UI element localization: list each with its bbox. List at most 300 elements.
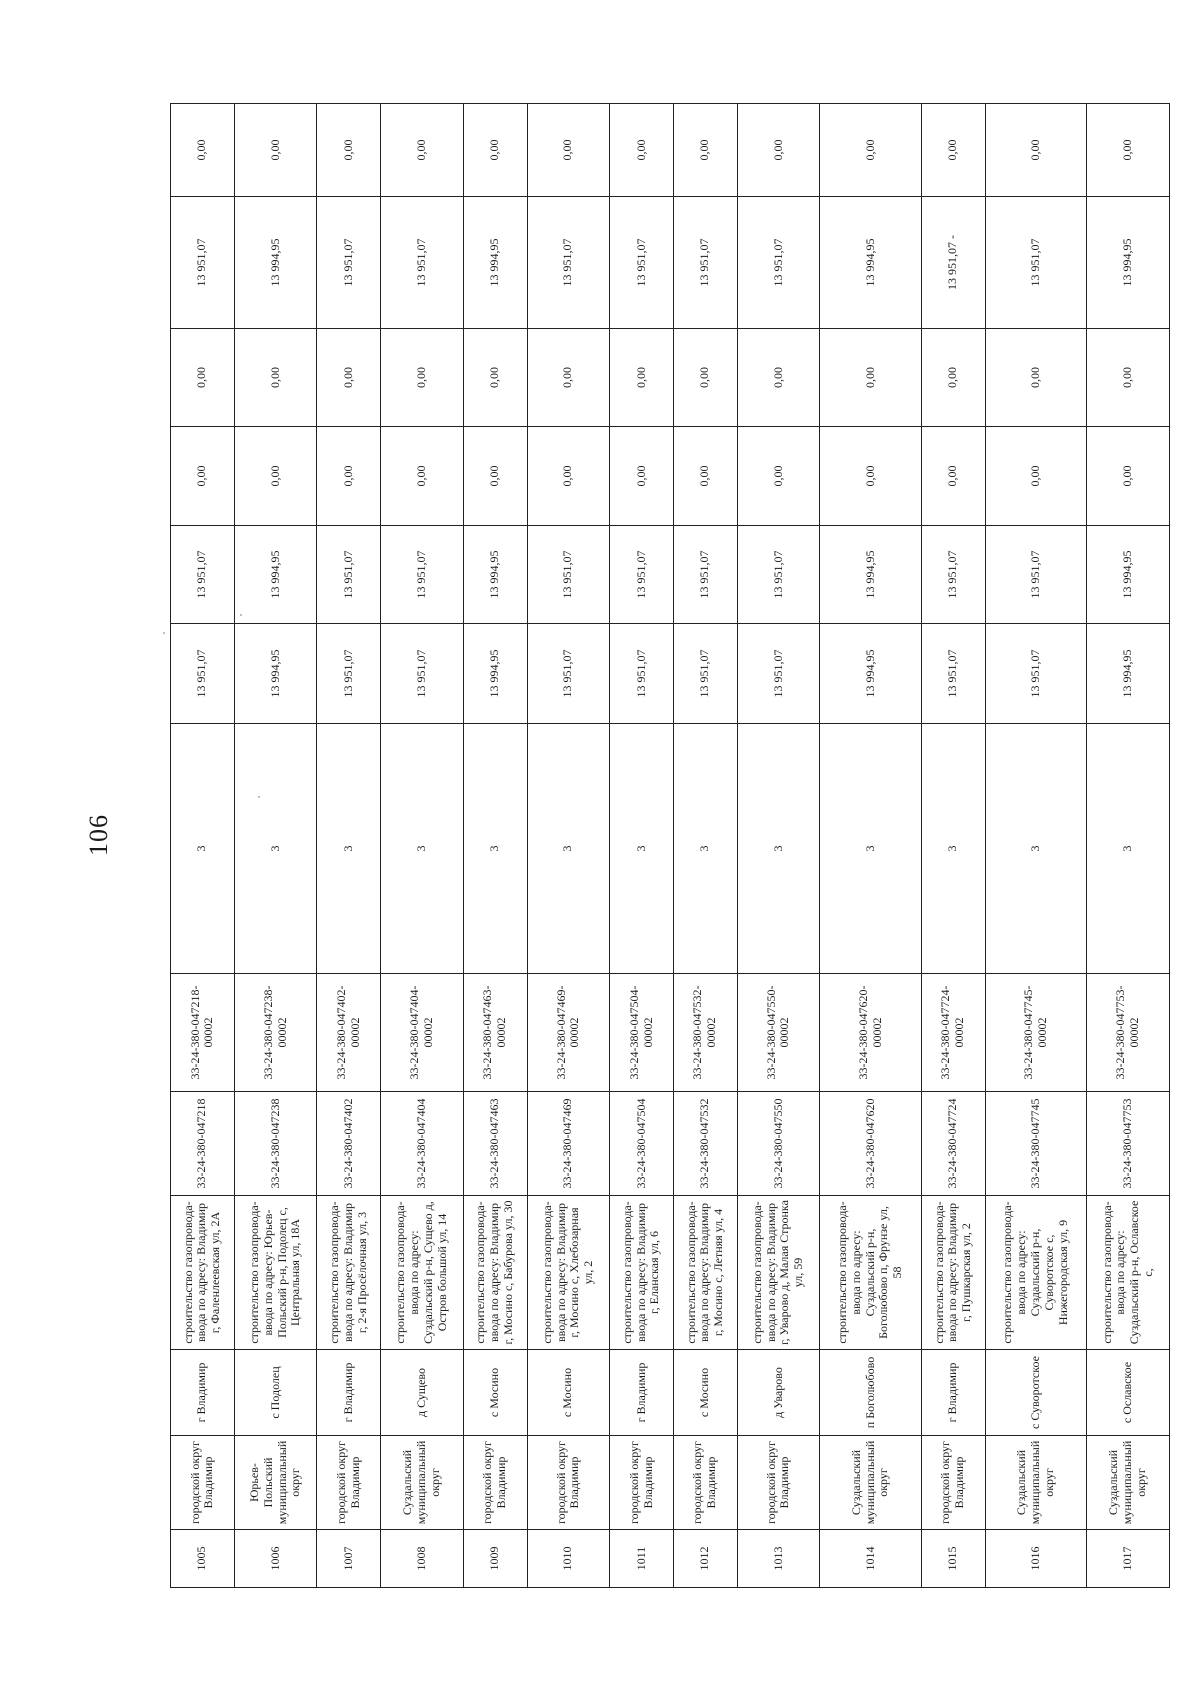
cadastral-number-cell-text: 33-24-380-047463 xyxy=(487,1098,502,1189)
registry-number-cell xyxy=(171,974,235,1092)
amount-cell xyxy=(1087,624,1170,724)
registry-number-cell-text: 33-24-380-047218-00002 xyxy=(187,985,216,1080)
amount-cell-text: 13 994,95 xyxy=(267,238,282,287)
amount-cell xyxy=(985,197,1087,329)
table-body xyxy=(171,104,1170,1588)
amount-cell-text: 13 994,95 xyxy=(1120,238,1135,287)
category-cell xyxy=(234,724,317,974)
category-cell xyxy=(317,724,381,974)
description-cell-text: строительство газопровода-ввода по адресу: Суздальский р-н, Ославское с, xyxy=(1099,1200,1155,1345)
table-row xyxy=(921,104,985,1588)
cadastral-number-cell xyxy=(171,1092,235,1196)
table-row xyxy=(317,104,381,1588)
amount-cell-text: 0,00 xyxy=(1028,367,1043,388)
municipality-cell-text: городской округ Владимир xyxy=(690,1441,719,1524)
amount-cell-text: 0,00 xyxy=(1120,465,1135,487)
amount-cell-text: 0,00 xyxy=(862,465,877,487)
municipality-cell-text: городской округ Владимир xyxy=(333,1441,362,1524)
municipality-cell xyxy=(985,1436,1087,1530)
amount-cell-text: 0,00 xyxy=(414,465,429,487)
settlement-cell xyxy=(463,1350,527,1436)
amount-cell xyxy=(1087,427,1170,526)
amount-cell xyxy=(921,624,985,724)
row-number-cell-text: 1005 xyxy=(194,1546,209,1571)
cadastral-number-cell-text: 33-24-380-047745 xyxy=(1028,1098,1043,1189)
table-row xyxy=(463,104,527,1588)
row-number-cell xyxy=(820,1530,922,1588)
row-number-cell xyxy=(985,1530,1087,1588)
amount-cell xyxy=(610,427,674,526)
amount-cell-text: 13 951,07 xyxy=(770,238,785,287)
amount-cell xyxy=(463,329,527,427)
municipality-cell xyxy=(921,1436,985,1530)
amount-cell xyxy=(234,197,317,329)
category-cell-text: 3 xyxy=(1028,845,1043,852)
amount-cell-text: 13 951,07 xyxy=(633,238,648,287)
row-number-cell xyxy=(381,1530,464,1588)
amount-cell-text: 0,00 xyxy=(770,367,785,388)
registry-number-cell-text: 33-24-380-047238-00002 xyxy=(260,985,289,1080)
amount-cell xyxy=(1087,197,1170,329)
amount-cell xyxy=(234,526,317,624)
row-number-cell-text: 1010 xyxy=(560,1546,575,1571)
amount-cell xyxy=(317,427,381,526)
amount-cell xyxy=(317,329,381,427)
amount-cell-text: 0,00 xyxy=(414,367,429,388)
description-cell xyxy=(673,1196,737,1350)
cadastral-number-cell xyxy=(1087,1092,1170,1196)
category-cell-text: 3 xyxy=(770,845,785,852)
row-number-cell xyxy=(463,1530,527,1588)
cadastral-number-cell xyxy=(921,1092,985,1196)
amount-cell-text: 0,00 xyxy=(945,465,960,487)
cadastral-number-cell-text: 33-24-380-047550 xyxy=(770,1098,785,1189)
row-number-cell-text: 1012 xyxy=(697,1546,712,1571)
category-cell-text: 3 xyxy=(560,845,575,852)
registry-number-cell xyxy=(921,974,985,1092)
amount-cell xyxy=(171,427,235,526)
amount-cell-text: 13 951,07 - xyxy=(945,235,960,290)
amount-cell xyxy=(317,624,381,724)
category-cell-text: 3 xyxy=(194,845,209,852)
amount-cell-text: 13 994,95 xyxy=(487,649,502,698)
row-number-cell-text: 1016 xyxy=(1028,1546,1043,1571)
description-cell xyxy=(317,1196,381,1350)
municipality-cell xyxy=(317,1436,381,1530)
category-cell xyxy=(610,724,674,974)
amount-cell-text: 0,00 xyxy=(770,465,785,487)
amount-cell xyxy=(737,526,820,624)
amount-cell-text: 0,00 xyxy=(633,465,648,487)
registry-number-cell-text: 33-24-380-047504-00002 xyxy=(626,985,655,1080)
amount-cell-text: 13 951,07 xyxy=(1028,550,1043,599)
cadastral-number-cell-text: 33-24-380-047504 xyxy=(633,1098,648,1189)
amount-cell xyxy=(737,624,820,724)
amount-cell-text: 0,00 xyxy=(560,367,575,388)
amount-cell-text: 13 994,95 xyxy=(862,238,877,287)
amount-cell-text: 13 994,95 xyxy=(1120,550,1135,599)
amount-cell-text: 13 994,95 xyxy=(267,550,282,599)
municipality-cell-text: городской округ Владимир xyxy=(553,1441,582,1524)
description-cell-text: строительство газопровода-ввода по адресу: Суздальский р-н, Боголюбово п, Фрунзе ул, 58 xyxy=(835,1201,905,1344)
amount-cell xyxy=(610,329,674,427)
amount-cell xyxy=(673,624,737,724)
amount-cell-text: 0,00 xyxy=(267,465,282,487)
amount-cell xyxy=(610,104,674,197)
amount-cell xyxy=(527,624,610,724)
amount-cell xyxy=(985,104,1087,197)
settlement-cell-text: с Мосино xyxy=(697,1367,712,1418)
amount-cell-text: 13 951,07 xyxy=(697,649,712,698)
amount-cell-text: 13 951,07 xyxy=(770,550,785,599)
amount-cell xyxy=(673,197,737,329)
page-number: 106 xyxy=(84,814,113,856)
cadastral-number-cell xyxy=(234,1092,317,1196)
amount-cell-text: 13 951,07 xyxy=(340,238,355,287)
category-cell xyxy=(381,724,464,974)
settlement-cell xyxy=(985,1350,1087,1436)
settlement-cell xyxy=(1087,1350,1170,1436)
category-cell-text: 3 xyxy=(487,845,502,852)
description-cell xyxy=(921,1196,985,1350)
amount-cell-text: 0,00 xyxy=(194,139,209,161)
cadastral-number-cell xyxy=(610,1092,674,1196)
amount-cell xyxy=(171,104,235,197)
cadastral-number-cell xyxy=(381,1092,464,1196)
amount-cell xyxy=(381,197,464,329)
amount-cell xyxy=(527,329,610,427)
row-number-cell-text: 1015 xyxy=(945,1546,960,1571)
amount-cell xyxy=(985,427,1087,526)
amount-cell-text: 0,00 xyxy=(862,367,877,388)
cadastral-number-cell-text: 33-24-380-047620 xyxy=(862,1098,877,1189)
settlement-cell-text: с Подолец xyxy=(267,1366,282,1419)
amount-cell-text: 0,00 xyxy=(633,367,648,388)
amount-cell-text: 13 994,95 xyxy=(862,550,877,599)
amount-cell xyxy=(673,104,737,197)
registry-number-cell xyxy=(463,974,527,1092)
row-number-cell xyxy=(673,1530,737,1588)
row-number-cell xyxy=(527,1530,610,1588)
municipality-cell xyxy=(527,1436,610,1530)
amount-cell xyxy=(737,427,820,526)
amount-cell-text: 0,00 xyxy=(770,139,785,161)
amount-cell-text: 13 951,07 xyxy=(560,550,575,599)
scan-speck xyxy=(163,632,165,634)
amount-cell xyxy=(820,197,922,329)
amount-cell-text: 13 951,07 xyxy=(340,550,355,599)
amount-cell-text: 0,00 xyxy=(945,367,960,388)
amount-cell-text: 0,00 xyxy=(194,465,209,487)
row-number-cell xyxy=(1087,1530,1170,1588)
settlement-cell-text: с Мосино xyxy=(487,1367,502,1418)
amount-cell xyxy=(921,104,985,197)
amount-cell xyxy=(610,526,674,624)
settlement-cell xyxy=(527,1350,610,1436)
amount-cell-text: 13 951,07 xyxy=(945,649,960,698)
municipality-cell-text: городской округ Владимир xyxy=(187,1441,216,1524)
amount-cell-text: 13 951,07 xyxy=(697,550,712,599)
amount-cell xyxy=(234,104,317,197)
amount-cell-text: 13 994,95 xyxy=(267,649,282,698)
registry-number-cell-text: 33-24-380-047469-00002 xyxy=(553,985,582,1080)
amount-cell-text: 13 951,07 xyxy=(633,649,648,698)
registry-number-cell-text: 33-24-380-047463-00002 xyxy=(480,985,509,1080)
registry-number-cell xyxy=(985,974,1087,1092)
amount-cell-text: 0,00 xyxy=(414,139,429,161)
settlement-cell-text: д Сущево xyxy=(414,1368,429,1417)
cadastral-number-cell-text: 33-24-380-047469 xyxy=(560,1098,575,1189)
description-cell xyxy=(381,1196,464,1350)
amount-cell-text: 0,00 xyxy=(340,139,355,161)
row-number-cell xyxy=(317,1530,381,1588)
amount-cell-text: 0,00 xyxy=(194,367,209,388)
registry-number-cell-text: 33-24-380-047402-00002 xyxy=(333,985,362,1080)
amount-cell-text: 0,00 xyxy=(487,465,502,487)
settlement-cell xyxy=(381,1350,464,1436)
table-row xyxy=(820,104,922,1588)
cadastral-number-cell xyxy=(527,1092,610,1196)
row-number-cell-text: 1017 xyxy=(1120,1546,1135,1571)
settlement-cell xyxy=(171,1350,235,1436)
cadastral-number-cell xyxy=(463,1092,527,1196)
cadastral-number-cell-text: 33-24-380-047404 xyxy=(414,1098,429,1189)
table-row xyxy=(381,104,464,1588)
row-number-cell-text: 1013 xyxy=(770,1546,785,1571)
cadastral-number-cell xyxy=(820,1092,922,1196)
cadastral-number-cell-text: 33-24-380-047532 xyxy=(697,1098,712,1189)
table-row xyxy=(737,104,820,1588)
amount-cell xyxy=(234,624,317,724)
description-cell-text: строительство газопровода-ввода по адресу: Юрьев-Польский р-н, Подолец с, Центральная ул, 18А xyxy=(246,1201,303,1344)
amount-cell-text: 13 951,07 xyxy=(194,550,209,599)
settlement-cell-text: с Ославское xyxy=(1120,1361,1135,1424)
amount-cell xyxy=(820,624,922,724)
registry-number-cell xyxy=(527,974,610,1092)
registry-number-cell-text: 33-24-380-047620-00002 xyxy=(855,985,884,1080)
registry-number-cell xyxy=(610,974,674,1092)
settlement-cell-text: г Владимир xyxy=(194,1362,209,1423)
registry-number-cell xyxy=(737,974,820,1092)
amount-cell-text: 13 951,07 xyxy=(194,238,209,287)
amount-cell-text: 0,00 xyxy=(340,367,355,388)
municipality-cell xyxy=(610,1436,674,1530)
municipality-cell xyxy=(463,1436,527,1530)
municipality-cell xyxy=(234,1436,317,1530)
settlement-cell xyxy=(737,1350,820,1436)
amount-cell xyxy=(171,624,235,724)
row-number-cell xyxy=(234,1530,317,1588)
amount-cell-text: 0,00 xyxy=(1028,139,1043,161)
description-cell xyxy=(985,1196,1087,1350)
amount-cell xyxy=(171,197,235,329)
settlement-cell-text: г Владимир xyxy=(340,1362,355,1423)
cadastral-number-cell xyxy=(737,1092,820,1196)
amount-cell xyxy=(463,197,527,329)
registry-number-cell-text: 33-24-380-047404-00002 xyxy=(407,985,435,1080)
amount-cell xyxy=(171,526,235,624)
category-cell-text: 3 xyxy=(862,845,877,852)
cadastral-number-cell-text: 33-24-380-047724 xyxy=(945,1098,960,1189)
table-row xyxy=(985,104,1087,1588)
row-number-cell-text: 1007 xyxy=(340,1546,355,1571)
description-cell xyxy=(1087,1196,1170,1350)
category-cell xyxy=(527,724,610,974)
category-cell-text: 3 xyxy=(340,845,355,852)
amount-cell-text: 13 994,95 xyxy=(1120,649,1135,698)
row-number-cell xyxy=(737,1530,820,1588)
description-cell-text: строительство газопровода-ввода по адресу: Владимир г, Мосино с, Бабурова ул, 30 xyxy=(473,1200,516,1345)
amount-cell xyxy=(673,526,737,624)
category-cell xyxy=(673,724,737,974)
amount-cell xyxy=(1087,526,1170,624)
description-cell xyxy=(234,1196,317,1350)
row-number-cell xyxy=(610,1530,674,1588)
table-row xyxy=(673,104,737,1588)
row-number-cell-text: 1014 xyxy=(862,1546,877,1571)
amount-cell xyxy=(381,104,464,197)
amount-cell xyxy=(527,526,610,624)
registry-number-cell xyxy=(820,974,922,1092)
amount-cell xyxy=(317,526,381,624)
amount-cell xyxy=(381,329,464,427)
category-cell xyxy=(985,724,1087,974)
municipality-cell-text: Суздальский муниципальный округ xyxy=(848,1440,891,1525)
category-cell-text: 3 xyxy=(697,845,712,852)
amount-cell-text: 0,00 xyxy=(945,139,960,161)
amount-cell-text: 0,00 xyxy=(1028,465,1043,487)
amount-cell-text: 0,00 xyxy=(1120,367,1135,388)
cadastral-number-cell xyxy=(673,1092,737,1196)
settlement-cell-text: г Владимир xyxy=(945,1362,960,1423)
amount-cell xyxy=(463,526,527,624)
amount-cell-text: 13 951,07 xyxy=(1028,238,1043,287)
amount-cell xyxy=(820,104,922,197)
category-cell-text: 3 xyxy=(267,845,282,852)
amount-cell-text: 13 951,07 xyxy=(945,550,960,599)
amount-cell xyxy=(527,197,610,329)
settlement-cell-text: д Уварово xyxy=(770,1367,785,1418)
settlement-cell xyxy=(820,1350,922,1436)
municipality-cell xyxy=(673,1436,737,1530)
description-cell-text: строительство газопровода-ввода по адресу: Суздальский р-н, Суворотское с, Нижегородская ул, 9 xyxy=(1000,1201,1070,1344)
amount-cell xyxy=(317,104,381,197)
amount-cell xyxy=(463,104,527,197)
cadastral-number-cell-text: 33-24-380-047753 xyxy=(1120,1098,1135,1189)
amount-cell xyxy=(921,427,985,526)
amount-cell-text: 13 951,07 xyxy=(414,649,429,698)
amount-cell-text: 0,00 xyxy=(1120,139,1135,161)
settlement-cell-text: п Боголюбово xyxy=(862,1356,877,1429)
row-number-cell-text: 1006 xyxy=(267,1546,282,1571)
amount-cell-text: 13 951,07 xyxy=(414,550,429,599)
category-cell-text: 3 xyxy=(1120,845,1135,852)
amount-cell-text: 13 951,07 xyxy=(194,649,209,698)
amount-cell-text: 0,00 xyxy=(340,465,355,487)
description-cell xyxy=(171,1196,235,1350)
registry-number-cell xyxy=(673,974,737,1092)
description-cell xyxy=(463,1196,527,1350)
amount-cell-text: 0,00 xyxy=(267,367,282,388)
amount-cell xyxy=(820,526,922,624)
registry-number-cell-text: 33-24-380-047724-00002 xyxy=(938,985,967,1080)
amount-cell-text: 13 951,07 xyxy=(633,550,648,599)
amount-cell-text: 0,00 xyxy=(633,139,648,161)
municipality-cell xyxy=(171,1436,235,1530)
settlement-cell-text: с Мосино xyxy=(560,1367,575,1418)
settlement-cell xyxy=(673,1350,737,1436)
amount-cell xyxy=(737,104,820,197)
amount-cell-text: 0,00 xyxy=(862,139,877,161)
category-cell-text: 3 xyxy=(945,845,960,852)
amount-cell xyxy=(610,197,674,329)
category-cell xyxy=(463,724,527,974)
amount-cell xyxy=(985,329,1087,427)
amount-cell-text: 13 994,95 xyxy=(862,649,877,698)
amount-cell xyxy=(737,329,820,427)
amount-cell xyxy=(673,427,737,526)
amount-cell xyxy=(234,329,317,427)
amount-cell-text: 13 951,07 xyxy=(560,649,575,698)
municipality-cell-text: Суздальский муниципальный округ xyxy=(1014,1440,1056,1525)
table-row xyxy=(527,104,610,1588)
table-row xyxy=(610,104,674,1588)
description-cell xyxy=(610,1196,674,1350)
amount-cell xyxy=(737,197,820,329)
amount-cell xyxy=(381,526,464,624)
description-cell-text: строительство газопровода-ввода по адресу: Владимир г, 2-я Просёлочная ул, 3 xyxy=(327,1201,369,1344)
category-cell xyxy=(1087,724,1170,974)
municipality-cell-text: городской округ Владимир xyxy=(626,1441,655,1524)
description-cell xyxy=(820,1196,922,1350)
registry-number-cell xyxy=(234,974,317,1092)
amount-cell-text: 13 951,07 xyxy=(1028,649,1043,698)
municipality-cell-text: городской округ Владимир xyxy=(763,1441,792,1524)
amount-cell-text: 13 951,07 xyxy=(340,649,355,698)
amount-cell-text: 13 994,95 xyxy=(487,550,502,599)
amount-cell xyxy=(463,624,527,724)
category-cell xyxy=(171,724,235,974)
amount-cell xyxy=(171,329,235,427)
description-cell-text: строительство газопровода-ввода по адресу: Суздальский р-н, Сущево д, Остров большой ул, 14 xyxy=(393,1201,449,1344)
amount-cell-text: 0,00 xyxy=(697,367,712,388)
settlement-cell xyxy=(921,1350,985,1436)
category-cell-text: 3 xyxy=(633,845,648,852)
amount-cell xyxy=(985,526,1087,624)
municipality-cell xyxy=(381,1436,464,1530)
municipality-cell-text: городской округ Владимир xyxy=(480,1441,509,1524)
amount-cell-text: 0,00 xyxy=(487,367,502,388)
description-cell xyxy=(527,1196,610,1350)
data-table xyxy=(170,103,1170,1588)
amount-cell-text: 13 951,07 xyxy=(697,238,712,287)
row-number-cell xyxy=(171,1530,235,1588)
cadastral-number-cell-text: 33-24-380-047218 xyxy=(194,1098,209,1189)
municipality-cell-text: Суздальский муниципальный округ xyxy=(1106,1440,1149,1525)
amount-cell xyxy=(820,329,922,427)
amount-cell-text: 0,00 xyxy=(487,139,502,161)
cadastral-number-cell-text: 33-24-380-047238 xyxy=(267,1098,282,1189)
amount-cell xyxy=(985,624,1087,724)
amount-cell-text: 0,00 xyxy=(697,139,712,161)
settlement-cell xyxy=(610,1350,674,1436)
amount-cell xyxy=(381,624,464,724)
row-number-cell-text: 1008 xyxy=(414,1546,429,1571)
amount-cell xyxy=(921,329,985,427)
description-cell-text: строительство газопровода-ввода по адресу: Владимир г, Уварово д, Малая Стронка ул, 59 xyxy=(749,1200,806,1345)
amount-cell xyxy=(381,427,464,526)
registry-number-cell-text: 33-24-380-047550-00002 xyxy=(763,985,792,1080)
